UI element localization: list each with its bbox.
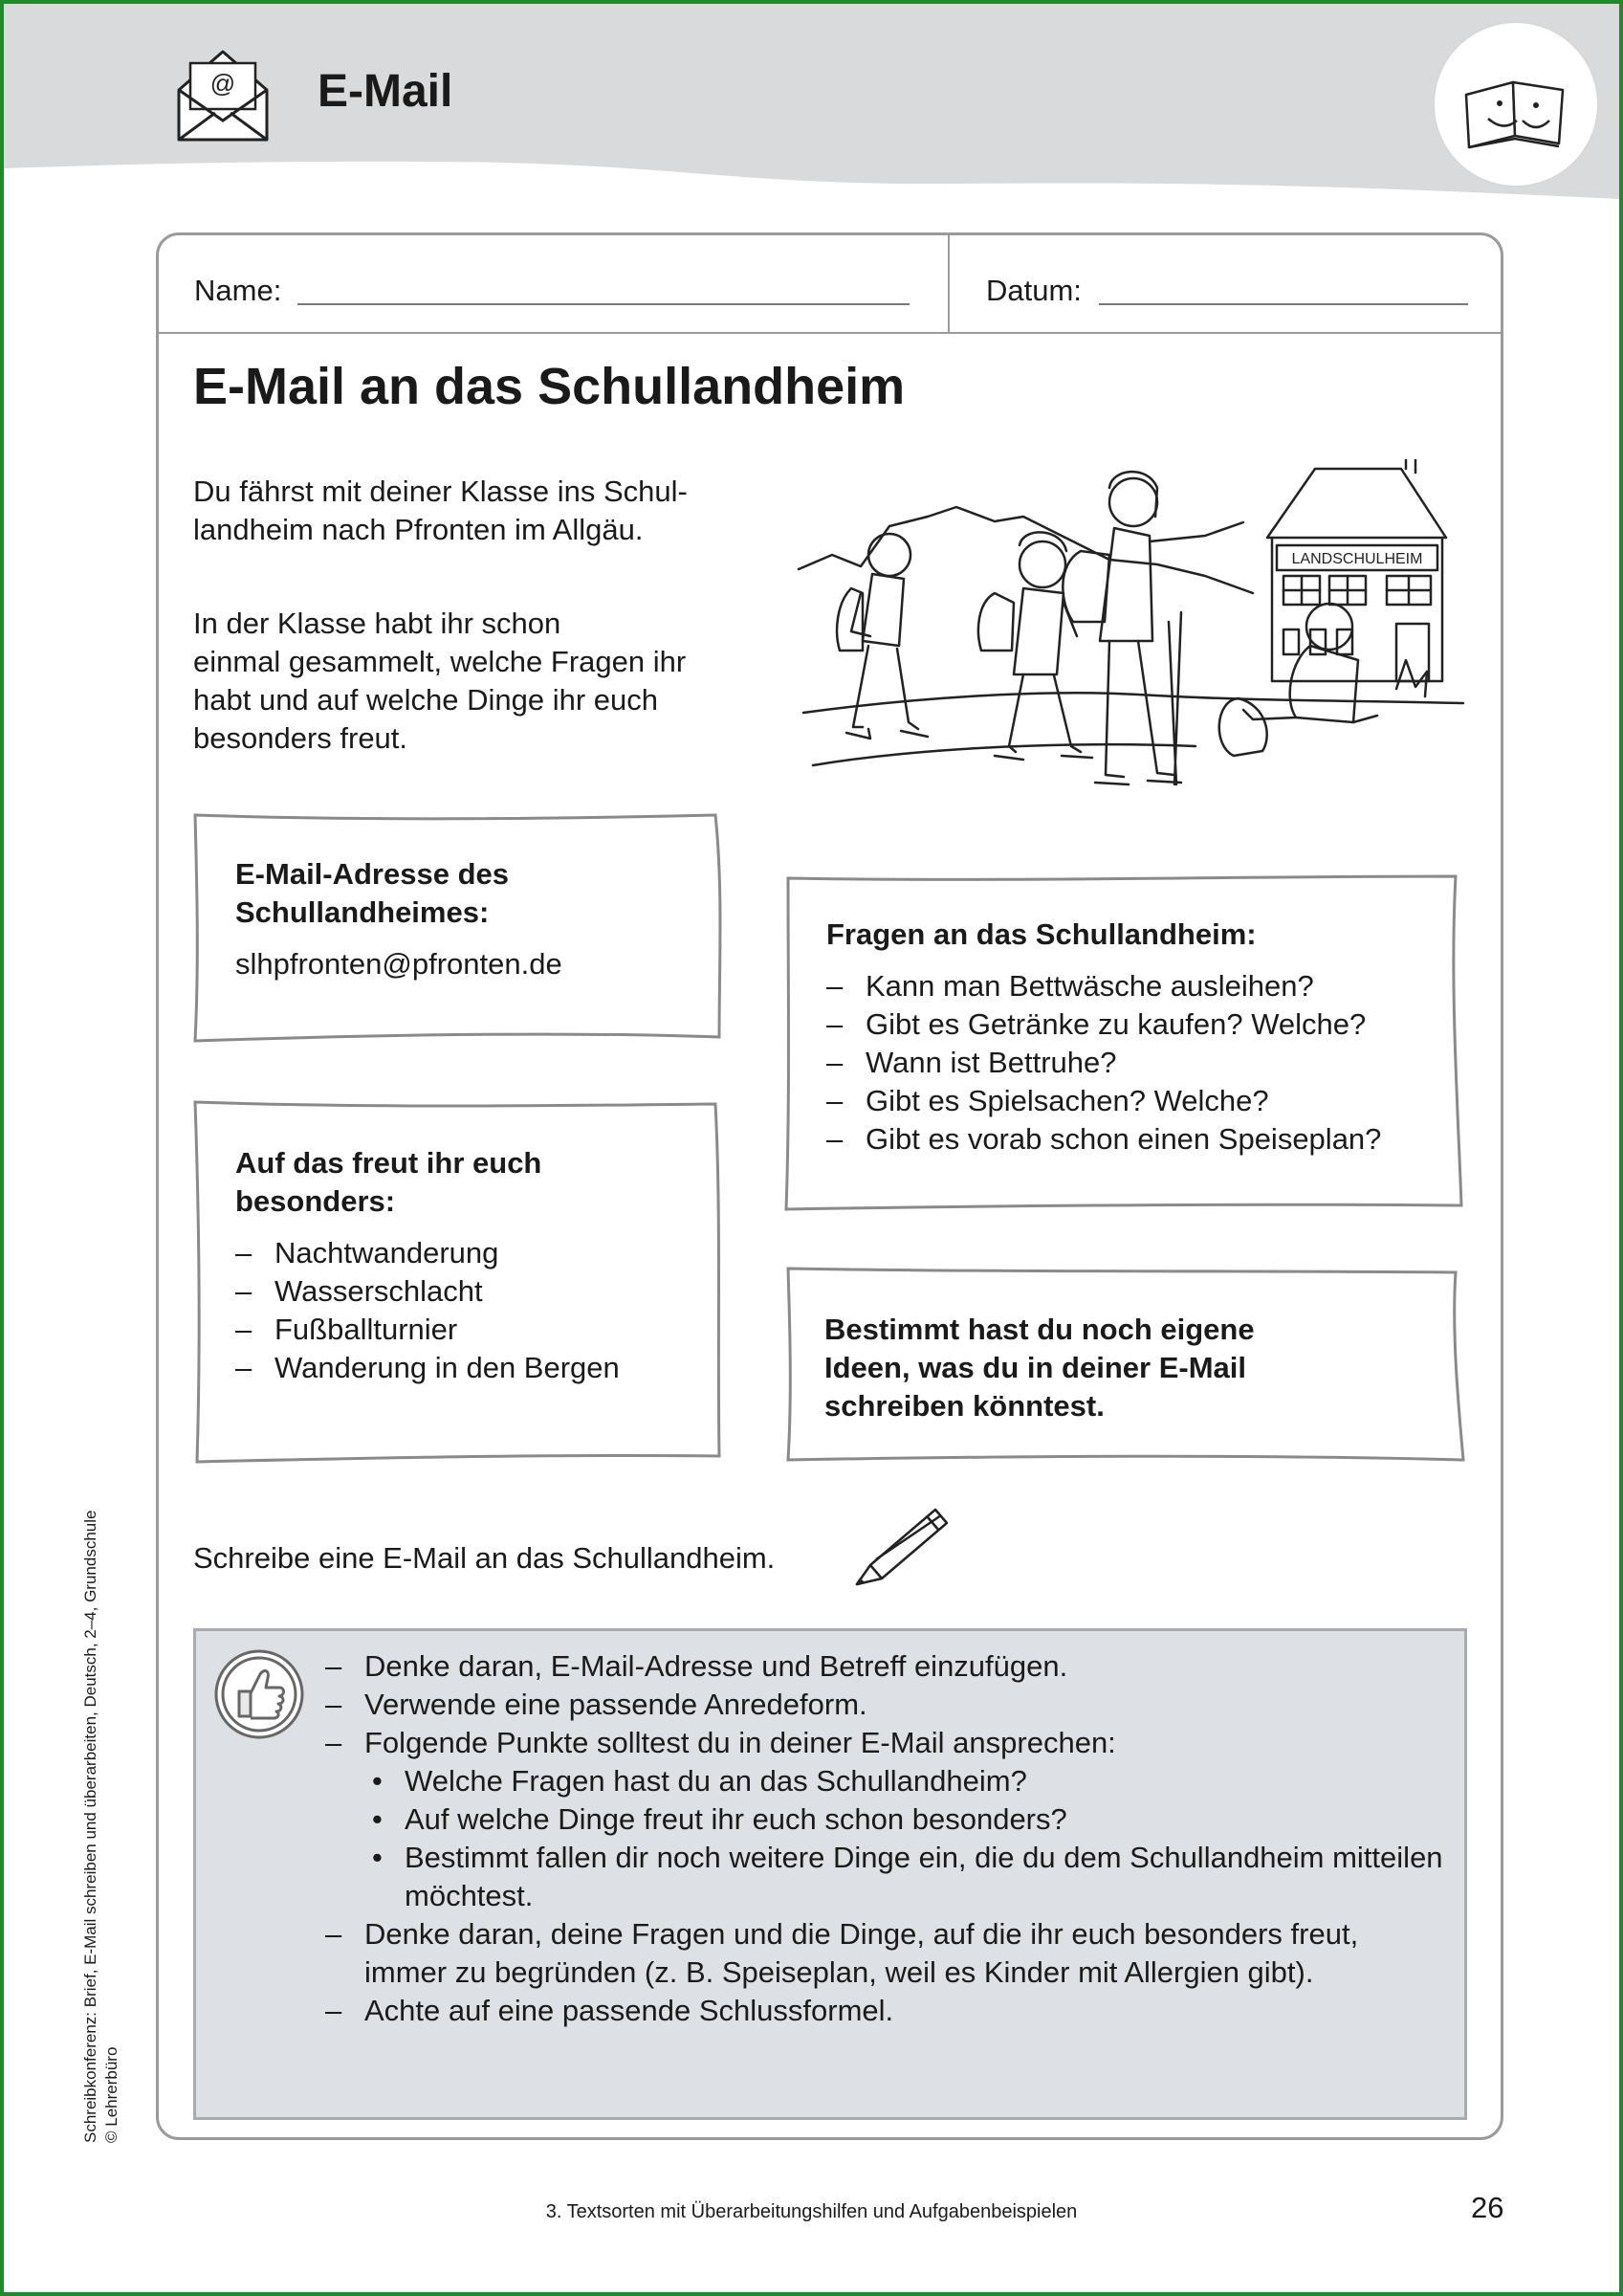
side-credit-line-1: Schreibkonferenz: Brief, E-Mail schreiben und überarbeiten, Deutsch, 2–4, Grundschule xyxy=(81,1510,99,2143)
email-address-content xyxy=(235,855,694,983)
tip-item: – Achte auf eine passende Schlussformel. xyxy=(325,1992,1444,2030)
at-symbol: @ xyxy=(209,69,236,98)
joy-content xyxy=(235,1144,694,1387)
question-item: – Gibt es Spielsachen? Welche? xyxy=(826,1082,1448,1120)
email-address-heading: E-Mail-Adresse des Schullandheimes: xyxy=(235,857,509,929)
ideas-content xyxy=(824,1311,1417,1425)
question-item: – Gibt es vorab schon einen Speiseplan? xyxy=(826,1120,1448,1159)
joy-item: – Fußballturnier xyxy=(235,1311,694,1349)
tip-bullets xyxy=(364,1762,1444,1915)
questions-list xyxy=(826,967,1448,1159)
school-sign-text: LANDSCHULHEIM xyxy=(1291,551,1423,567)
footer-chapter: 3. Textsorten mit Überarbeitungshilfen und Aufgabenbeispielen xyxy=(545,2201,1078,2222)
tip-bullet: • Auf welche Dinge freut ihr euch schon besonders? xyxy=(364,1800,1444,1839)
ideas-text: Bestimmt hast du noch eigene Ideen, was du in deiner E-Mail schreiben könntest. xyxy=(824,1313,1255,1423)
intro-paragraph-2: In der Klasse habt ihr schon einmal gesammelt, welche Fragen ihr habt und auf welche Dinge ihr euch besonders freut. xyxy=(193,607,687,755)
tip-item xyxy=(325,1724,1444,1915)
tips-content xyxy=(325,1647,1444,2030)
tip-bullet: • Welche Fragen hast du an das Schullandheim? xyxy=(364,1762,1444,1800)
joy-item: – Wasserschlacht xyxy=(235,1272,694,1311)
tip-bullet: • Bestimmt fallen dir noch weitere Dinge ein, die du dem Schullandheim mitteilen möchtest. xyxy=(364,1839,1444,1915)
hikers-illustration xyxy=(794,459,1473,823)
tip-item: – Denke daran, deine Fragen und die Dinge, auf die ihr euch besonders freut, immer zu begründen (z. B. Speiseplan, weil es Kinder mit Allergien gibt). xyxy=(325,1915,1444,1992)
joy-list xyxy=(235,1234,694,1387)
page-number: 26 xyxy=(1471,2191,1504,2224)
tip-item: – Verwende eine passende Anredeform. xyxy=(325,1686,1444,1724)
question-item: – Gibt es Getränke zu kaufen? Welche? xyxy=(826,1005,1448,1044)
header-title: E-Mail xyxy=(318,66,453,117)
side-credit-line-2: © Lehrerbüro xyxy=(102,2046,121,2143)
header-row-divider xyxy=(159,332,1501,334)
page-title: E-Mail an das Schullandheim xyxy=(193,358,906,415)
book-smiley-icon xyxy=(1435,23,1597,186)
question-item: – Wann ist Bettruhe? xyxy=(826,1044,1448,1082)
tips-list xyxy=(325,1647,1444,2030)
write-prompt: Schreibe eine E-Mail an das Schullandheim. xyxy=(193,1541,776,1575)
name-label: Name: xyxy=(194,274,282,307)
side-credit xyxy=(80,1511,122,2143)
thumbs-up-icon xyxy=(212,1647,306,1741)
intro-paragraph-1: Du fährst mit deiner Klasse ins Schul- landheim nach Pfronten im Allgäu. xyxy=(193,475,688,546)
date-field[interactable] xyxy=(1099,303,1468,305)
joy-item: – Nachtwanderung xyxy=(235,1234,694,1272)
tip-item: – Denke daran, E-Mail-Adresse und Betreff einzufügen. xyxy=(325,1647,1444,1686)
question-item: – Kann man Bettwäsche ausleihen? xyxy=(826,967,1448,1005)
tip-item-text: Folgende Punkte solltest du in deiner E-Mail ansprechen: xyxy=(364,1726,1116,1759)
questions-content xyxy=(826,916,1448,1159)
pencil-icon xyxy=(851,1502,956,1588)
date-label: Datum: xyxy=(986,274,1082,307)
questions-heading: Fragen an das Schullandheim: xyxy=(826,917,1257,951)
envelope-icon xyxy=(175,44,271,144)
email-address-value[interactable]: slhpfronten@pfronten.de xyxy=(235,947,562,981)
name-field[interactable] xyxy=(297,303,910,305)
joy-item: – Wanderung in den Bergen xyxy=(235,1349,694,1387)
book-badge xyxy=(1433,21,1599,188)
joy-heading: Auf das freut ihr euch besonders: xyxy=(235,1146,542,1218)
name-date-divider xyxy=(948,232,950,334)
